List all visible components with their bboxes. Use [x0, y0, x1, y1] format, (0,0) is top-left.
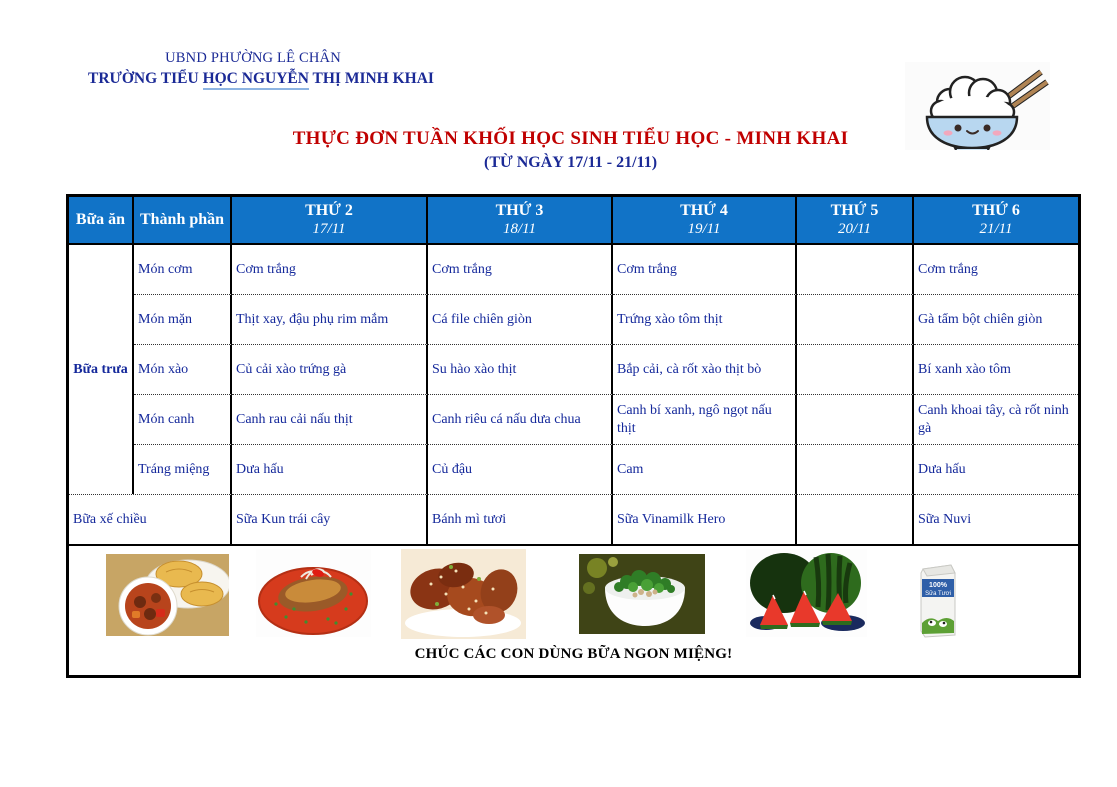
col-header-day-2: THỨ 2 17/11: [232, 197, 428, 245]
menu-cell: Dưa hấu: [914, 444, 1078, 494]
menu-cell: [797, 294, 914, 344]
footer-message-row: [69, 645, 1078, 675]
milk-carton-photo: [915, 557, 959, 645]
date-range: (TỪ NGÀY 17/11 - 21/11): [483, 154, 658, 171]
menu-cell: Cơm trắng: [613, 245, 797, 294]
menu-cell: Cam: [613, 444, 797, 494]
component-label: Tráng miệng: [134, 444, 232, 494]
col-header-day-5: THỨ 5 20/11: [797, 197, 914, 245]
table-row-dessert: [69, 444, 1078, 494]
component-label: Món mặn: [134, 294, 232, 344]
menu-cell: Canh khoai tây, cà rốt ninh gà: [914, 394, 1078, 444]
menu-cell: Củ cải xào trứng gà: [232, 344, 428, 394]
menu-cell: Bánh mì tươi: [428, 494, 613, 544]
component-label: Món canh: [134, 394, 232, 444]
green-vegetable-soup-photo: [579, 554, 705, 640]
menu-cell: [797, 494, 914, 544]
table-header-row: [69, 197, 1078, 245]
lunch-meal-label: Bữa trưa: [69, 245, 134, 494]
menu-cell: Sữa Kun trái cây: [232, 494, 428, 544]
menu-cell: Gà tẩm bột chiên giòn: [914, 294, 1078, 344]
fried-fish-tomato-sauce-photo: [256, 549, 371, 643]
col-header-day-6: THỨ 6 21/11: [914, 197, 1078, 245]
beef-stew-with-bread-photo: [106, 554, 229, 642]
component-label: Món xào: [134, 344, 232, 394]
menu-cell: Cơm trắng: [428, 245, 613, 294]
menu-cell: [797, 344, 914, 394]
table-row-stirfry: [69, 344, 1078, 394]
menu-cell: Canh riêu cá nấu dưa chua: [428, 394, 613, 444]
table-row-rice: [69, 245, 1078, 294]
menu-cell: Trứng xào tôm thịt: [613, 294, 797, 344]
menu-cell: [797, 444, 914, 494]
col-header-day-3: THỨ 3 18/11: [428, 197, 613, 245]
menu-cell: Canh rau cải nấu thịt: [232, 394, 428, 444]
menu-cell: Bắp cải, cà rốt xào thịt bò: [613, 344, 797, 394]
org-name: UBND PHƯỜNG LÊ CHÂN: [165, 50, 341, 66]
letterhead: [88, 50, 434, 88]
menu-cell: [797, 394, 914, 444]
footer-message: CHÚC CÁC CON DÙNG BỮA NGON MIỆNG!: [414, 646, 733, 662]
col-header-day-4: THỨ 4 19/11: [613, 197, 797, 245]
component-label: Món cơm: [134, 245, 232, 294]
menu-table: [66, 194, 1081, 678]
photo-strip-row: [69, 544, 1078, 645]
page-title: THỰC ĐƠN TUẦN KHỐI HỌC SINH TIỂU HỌC - MINH KHAI: [292, 128, 849, 149]
menu-cell: Cá file chiên giòn: [428, 294, 613, 344]
col-header-component: Thành phần: [134, 197, 232, 245]
school-name: TRƯỜNG TIỂU HỌC NGUYỄN THỊ MINH KHAI: [88, 70, 418, 88]
photo-strip: [69, 546, 1078, 645]
table-row-afternoon-snack: [69, 494, 1078, 544]
menu-cell: [797, 245, 914, 294]
menu-cell: Cơm trắng: [918, 261, 978, 277]
menu-cell: Củ đậu: [428, 444, 613, 494]
menu-cell: Thịt xay, đậu phụ rim mắm: [232, 294, 428, 344]
afternoon-meal-label: Bữa xế chiều: [69, 494, 232, 544]
menu-cell: Canh bí xanh, ngô ngọt nấu thịt: [613, 394, 797, 444]
svg-text:Sữa Tươi: Sữa Tươi: [925, 591, 951, 597]
menu-cell: Dưa hấu: [232, 444, 428, 494]
braised-ribs-photo: [401, 549, 526, 645]
menu-cell: Sữa Nuvi: [914, 494, 1078, 544]
menu-cell: Bí xanh xào tôm: [914, 344, 1078, 394]
svg-text:100%: 100%: [929, 582, 947, 589]
col-header-meal: Bữa ăn: [69, 197, 134, 245]
table-row-soup: [69, 394, 1078, 444]
watermelon-photo: [746, 549, 867, 643]
menu-cell: Sữa Vinamilk Hero: [613, 494, 797, 544]
table-row-protein: [69, 294, 1078, 344]
menu-cell: Cơm trắng: [232, 245, 428, 294]
school-name-underlined: HỌC NGUYỄN: [203, 70, 309, 90]
menu-cell: Su hào xào thịt: [428, 344, 613, 394]
title-block: [66, 128, 1075, 172]
